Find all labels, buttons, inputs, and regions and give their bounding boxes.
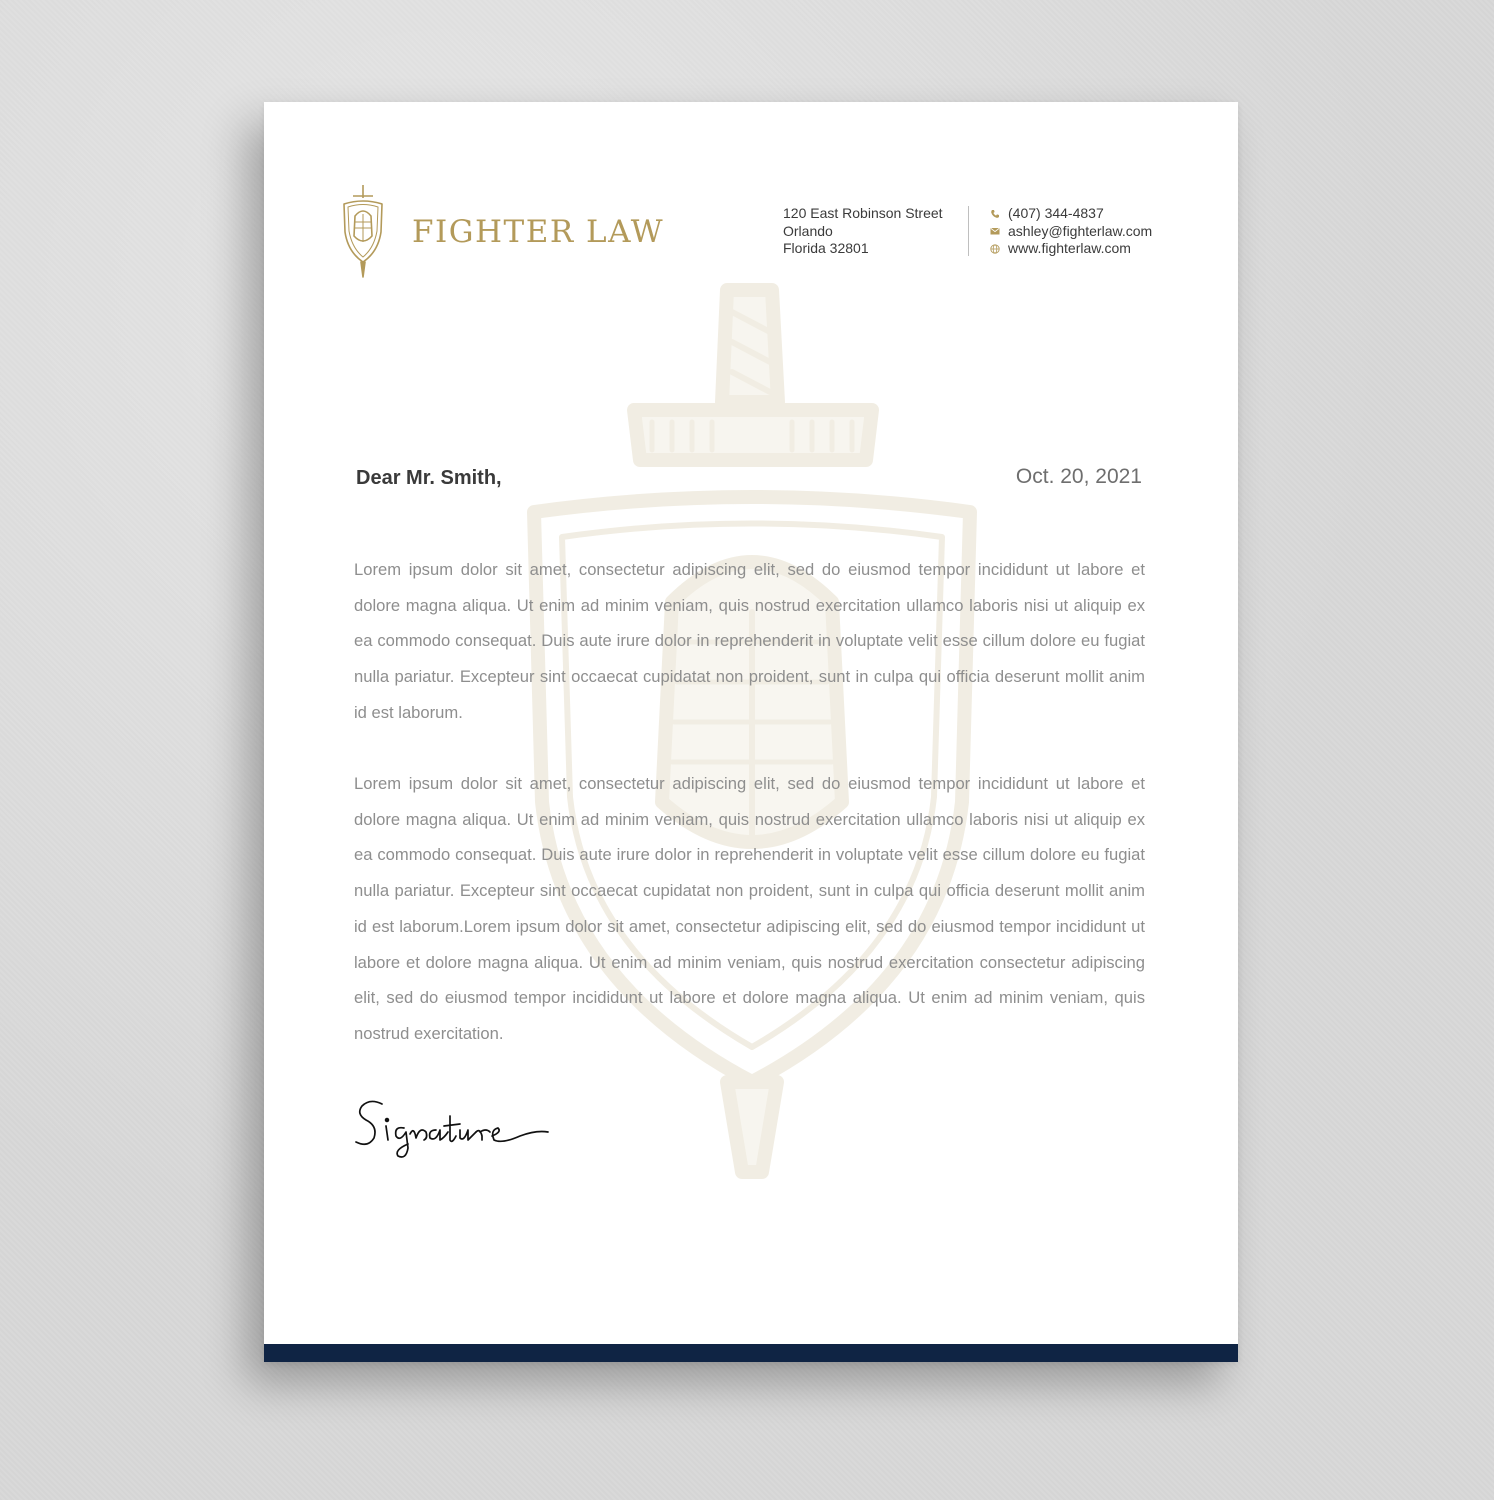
letter-greeting: Dear Mr. Smith, xyxy=(356,467,502,489)
contact-website-text: www.fighterlaw.com xyxy=(1008,240,1131,256)
address-street: 120 East Robinson Street xyxy=(783,205,943,221)
letter-paragraph-1: Lorem ipsum dolor sit amet, consectetur adipiscing elit, sed do eiusmod tempor incididunt ut labore et dolore magna aliqua. Ut enim ad minim veniam, quis nostrud exercitation ullamco laboris nisi ut aliquip ex ea commodo consequat. Duis aute irure dolor in reprehenderit in voluptate velit esse cillum dolore eu fugiat nulla pariatur. Excepteur sint occaecat cupidatat non proident, sunt in culpa qui officia deserunt mollit anim id est laborum. xyxy=(354,560,1145,722)
contact-email[interactable] xyxy=(990,223,1152,241)
brand-name: FIGHTER LAW xyxy=(412,214,665,250)
address-state-zip: Florida 32801 xyxy=(783,240,869,256)
header-divider xyxy=(968,206,969,256)
office-address xyxy=(783,205,943,258)
letter-date: Oct. 20, 2021 xyxy=(1015,465,1142,488)
contact-phone[interactable] xyxy=(990,205,1152,223)
phone-icon xyxy=(990,209,1000,219)
knight-shield-sword-icon xyxy=(342,184,384,278)
contact-website[interactable] xyxy=(990,240,1152,258)
contact-email-text: ashley@fighterlaw.com xyxy=(1008,222,1153,239)
letter-paragraph-2: Lorem ipsum dolor sit amet, consectetur adipiscing elit, sed do eiusmod tempor incididunt ut labore et dolore magna aliqua. Ut enim ad minim veniam, quis nostrud exercitation ullamco laboris nisi ut aliquip ex ea commodo consequat. Duis aute irure dolor in reprehenderit in voluptate velit esse cillum dolore eu fugiat nulla pariatur. Excepteur sint occaecat cupidatat non proident, sunt in culpa qui officia deserunt mollit anim id est laborum.Lorem ipsum dolor sit amet, consectetur adipiscing elit, sed do eiusmod tempor incididunt ut labore et dolore magna aliqua. Ut enim ad minim veniam, quis nostrud exercitation consectetur adipiscing elit, sed do eiusmod tempor incididunt ut labore et dolore magna aliqua. Ut enim ad minim veniam, quis nostrud exercitation. xyxy=(354,774,1145,1043)
handwritten-signature xyxy=(352,1092,552,1162)
globe-icon xyxy=(990,244,1000,254)
address-city: Orlando xyxy=(783,222,833,239)
footer-color-bar xyxy=(264,1344,1238,1362)
contact-list xyxy=(990,205,1152,258)
mail-icon xyxy=(990,226,1000,236)
letterhead-page xyxy=(264,102,1238,1362)
contact-phone-text: (407) 344-4837 xyxy=(1008,205,1104,221)
